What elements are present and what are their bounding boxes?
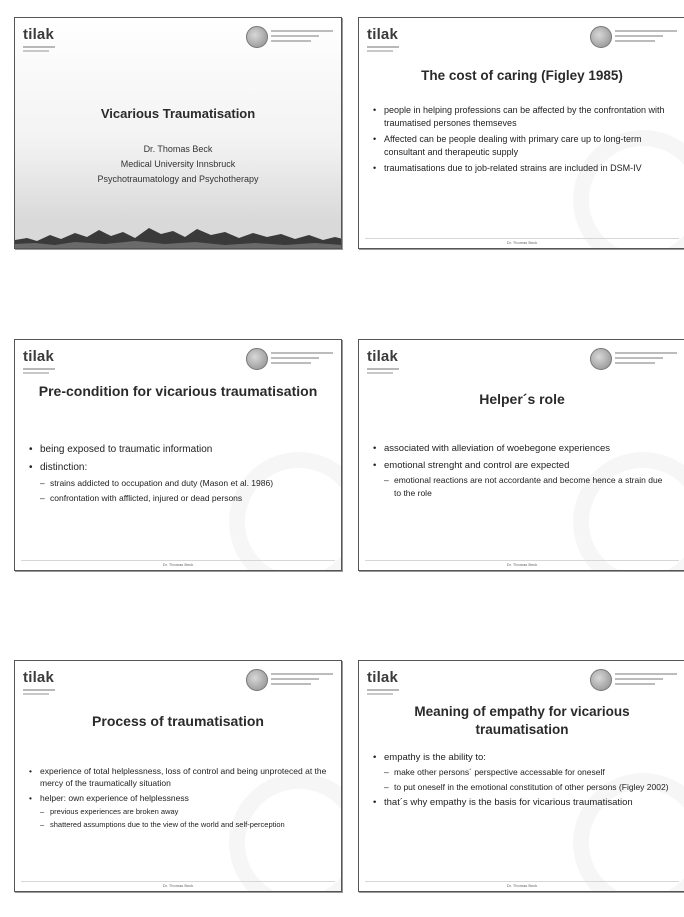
- slide-6: [358, 660, 684, 892]
- bullet-text: helper: own experience of helplessness: [40, 793, 189, 803]
- mountain-silhouette: [15, 218, 342, 248]
- bullet-item: [27, 460, 327, 504]
- tilak-logo: [367, 670, 399, 695]
- presenter-department: Psychotraumatology and Psychotherapy: [97, 174, 259, 184]
- sub-bullet-item: – make other persons´ perspective accessable for oneself: [384, 766, 671, 779]
- sub-bullet-item: – previous experiences are broken away: [40, 806, 327, 817]
- slide-3: [14, 339, 342, 571]
- bullet-item: • people in helping professions can be affected by the confrontation with traumatised persones themseves: [371, 104, 671, 130]
- logo-wordmark: tilak: [367, 669, 399, 686]
- bullet-item: • experience of total helplessness, loss of control and being unproteced at the mercy of the traumatically situation: [27, 765, 327, 789]
- bullet-text: distinction:: [40, 462, 88, 473]
- university-seal-icon: [590, 348, 612, 370]
- tilak-logo: [367, 27, 399, 52]
- logo-wordmark: tilak: [367, 348, 399, 365]
- sub-bullet-list: [40, 806, 327, 830]
- bullet-item: • Affected can be people dealing with primary care up to long-term consultant and therapeutic supply: [371, 133, 671, 159]
- bullet-list: [371, 751, 671, 812]
- bullet-item: • that´s why empathy is the basis for vicarious traumatisation: [371, 796, 671, 809]
- bullet-item: • being exposed to traumatic information: [27, 442, 327, 457]
- bullet-item: [371, 751, 671, 793]
- bullet-list: [371, 104, 671, 178]
- slide-2: [358, 17, 684, 249]
- university-logo-text: [615, 673, 677, 688]
- university-logo-text: [615, 352, 677, 367]
- sub-bullet-item: – to put oneself in the emotional constitution of other persons (Figley 2002): [384, 781, 671, 794]
- bullet-item: [371, 459, 671, 500]
- sub-bullet-item: – strains addicted to occupation and duty (Mason et al. 1986): [40, 477, 327, 490]
- university-seal-icon: [246, 669, 268, 691]
- tilak-logo: [367, 349, 399, 374]
- presenter-info: [15, 144, 341, 189]
- university-logo-text: [271, 673, 333, 688]
- sub-bullet-list: [384, 766, 671, 793]
- slide-1: [14, 17, 342, 249]
- slide-title: Helper´s role: [479, 391, 565, 407]
- tilak-logo: [23, 670, 55, 695]
- bullet-list: [371, 442, 671, 502]
- bullet-list: [27, 442, 327, 507]
- university-seal-icon: [246, 348, 268, 370]
- bullet-text: emotional strenght and control are expected: [384, 459, 570, 471]
- university-logo-text: [271, 352, 333, 367]
- slide-footer: Dr. Thomas Beck: [162, 883, 194, 888]
- sub-bullet-item: – confrontation with afflicted, injured or dead persons: [40, 492, 327, 505]
- sub-bullet-list: [384, 474, 671, 499]
- presenter-name: Dr. Thomas Beck: [143, 144, 213, 154]
- presenter-affiliation: Medical University Innsbruck: [120, 159, 236, 169]
- university-seal-icon: [590, 26, 612, 48]
- university-seal-icon: [590, 669, 612, 691]
- slide-footer: Dr. Thomas Beck: [162, 562, 194, 567]
- bullet-text: empathy is the ability to:: [384, 752, 486, 763]
- logo-wordmark: tilak: [23, 26, 55, 43]
- sky-background: [15, 18, 341, 248]
- slide-footer: Dr. Thomas Beck: [506, 240, 538, 245]
- tilak-logo: [23, 27, 55, 52]
- logo-wordmark: tilak: [23, 669, 55, 686]
- sub-bullet-list: [40, 477, 327, 504]
- bullet-item: • traumatisations due to job-related strains are included in DSM-IV: [371, 162, 671, 175]
- logo-wordmark: tilak: [23, 348, 55, 365]
- slide-footer: Dr. Thomas Beck: [506, 562, 538, 567]
- university-logo-text: [271, 30, 333, 45]
- university-seal-icon: [246, 26, 268, 48]
- logo-wordmark: tilak: [367, 26, 399, 43]
- bullet-item: [27, 792, 327, 830]
- slide-title: Process of traumatisation: [92, 713, 264, 729]
- slide-5: [14, 660, 342, 892]
- sub-bullet-item: – shattered assumptions due to the view of the world and self-perception: [40, 819, 327, 830]
- bullet-item: • associated with alleviation of woebegone experiences: [371, 442, 671, 456]
- sub-bullet-item: – emotional reactions are not accordante and become hence a strain due to the role: [384, 474, 671, 499]
- bullet-list: [27, 765, 327, 833]
- slide-title: Meaning of empathy for vicarious traumatisation: [414, 704, 630, 737]
- slide-footer: Dr. Thomas Beck: [506, 883, 538, 888]
- slide-4: [358, 339, 684, 571]
- university-logo-text: [615, 30, 677, 45]
- slide-title: The cost of caring (Figley 1985): [421, 68, 623, 83]
- tilak-logo: [23, 349, 55, 374]
- slide-title: Vicarious Traumatisation: [100, 106, 256, 121]
- slide-title: Pre-condition for vicarious traumatisation: [38, 383, 318, 399]
